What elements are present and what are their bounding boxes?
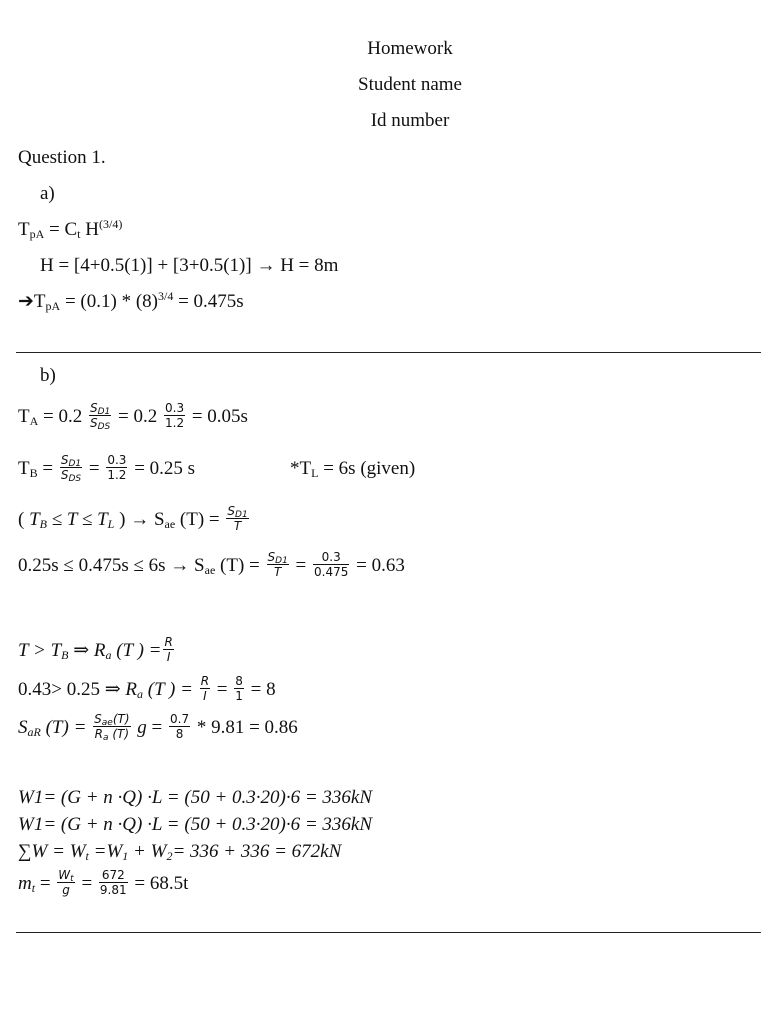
sar-fraction-symbolic: $\frac{S_{ae}(T)}{R_a (T)}$ [94, 712, 130, 743]
weight-formula-2: W1= (G + n ·Q) ·L = (50 + 0.3·20)·6 = 336kN [18, 814, 373, 835]
total-weight: $\sum W = W_t =W_1 + W_2= 336 + 336 = 672kN$ [18, 841, 342, 863]
sar-calculation: $S_{aR}$ (T) = $\frac{S_{ae}(T)}{R_a (T)}$ g = $\frac{0.7}{8}$ * 9.81 = 0.86 [18, 712, 298, 743]
ra-condition: $T > T_B$ ⇒ $R_a$ (T ) = $\frac{R}{I}$ [18, 635, 173, 664]
sae-calculation: $0.25s \le 0.475s \le 6s \to S_{ae}$ (T) = $\frac{S_{D1}}{T}$ = $\frac{0.3}{0.475}$ = 0.63 [18, 550, 405, 579]
ra-fraction-numeric: $\frac{8}{1}$ [235, 674, 243, 703]
ta-formula: $T_A = 0.2$ $\frac{S_{D1}}{S_{DS}}$ = 0.2 $\frac{0.3}{1.2}$ = 0.05s [18, 401, 248, 432]
total-mass: $m_t$ = $\frac{W_t}{g}$ = $\frac{672}{9.81}$ = 68.5t [18, 868, 189, 897]
sae-fraction: $\frac{S_{D1}}{T}$ [227, 504, 248, 533]
ta-fraction-numeric: $\frac{0.3}{1.2}$ [165, 401, 185, 430]
tb-fraction-numeric: $\frac{0.3}{1.2}$ [107, 453, 127, 482]
sae-fraction-symbolic: $\frac{S_{D1}}{T}$ [267, 550, 288, 579]
ta-fraction-symbolic: $\frac{S_{D1}}{S_{DS}}$ [90, 401, 111, 432]
weight-formula-1: W1= (G + n ·Q) ·L = (50 + 0.3·20)·6 = 336kN [18, 787, 373, 808]
part-a-label: a) [40, 183, 55, 204]
spectrum-range-condition: ( $T_B \le T \le T_L$ ) → $S_{ae}$ (T) = $\frac{S_{D1}}{T}$ [18, 504, 248, 533]
period-result: $➔T_{pA} = (0.1) * (8)^{3/4} = 0.475s$ [18, 289, 244, 313]
question-heading: Question 1. [18, 147, 106, 168]
bottom-divider [16, 932, 761, 933]
ra-calculation: 0.43> 0.25 ⇒ $R_a$ (T ) = $\frac{R}{I}$ = $\frac{8}{1}$ = 8 [18, 674, 276, 703]
mass-fraction-numeric: $\frac{672}{9.81}$ [99, 868, 127, 897]
document-title: Homework [367, 38, 453, 59]
period-formula: $T_{pA} = C_t$ $H^{(3/4)}$ [18, 217, 123, 241]
part-b-label: b) [40, 365, 56, 386]
sae-fraction-numeric: $\frac{0.3}{0.475}$ [314, 550, 349, 579]
section-divider [16, 352, 761, 353]
height-calculation: H = [4+0.5(1)] + [3+0.5(1)] → H = 8m [40, 255, 339, 276]
tb-fraction-symbolic: $\frac{S_{D1}}{S_{DS}}$ [60, 453, 82, 484]
mass-fraction-symbolic: $\frac{W_t}{g}$ [58, 868, 74, 897]
ra-fraction: $\frac{R}{I}$ [164, 635, 173, 664]
ra-fraction-symbolic: $\frac{R}{I}$ [200, 674, 210, 703]
tb-formula: $T_B$ = $\frac{S_{D1}}{S_{DS}}$ = $\frac{0.3}{1.2}$ = 0.25 s [18, 453, 196, 484]
tl-given: $*T_L = 6s$ (given) [290, 458, 416, 480]
id-number: Id number [370, 110, 450, 131]
student-name: Student name [358, 74, 462, 95]
sar-fraction-numeric: $\frac{0.7}{8}$ [170, 712, 190, 741]
